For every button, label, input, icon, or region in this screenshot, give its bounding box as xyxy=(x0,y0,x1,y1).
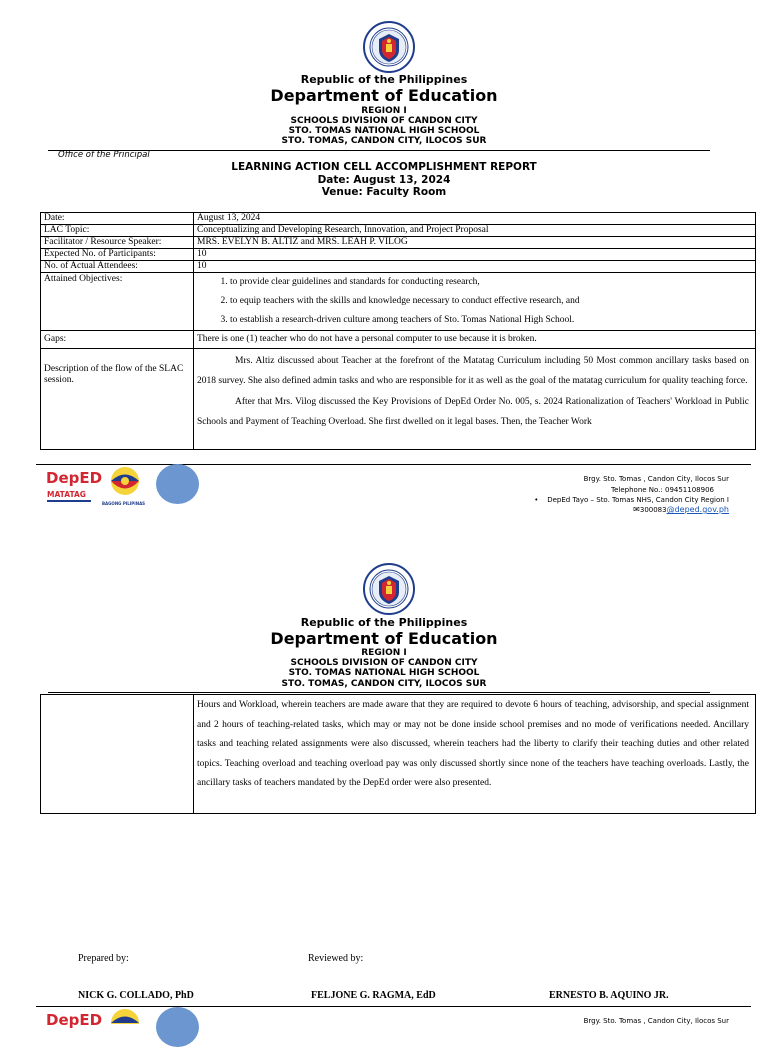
footer-divider xyxy=(36,1006,751,1007)
footer-address: Brgy. Sto. Tomas , Candon City, Ilocos Sur xyxy=(583,1017,729,1025)
table-row xyxy=(41,273,756,331)
report-title: LEARNING ACTION CELL ACCOMPLISHMENT REPORT xyxy=(231,161,537,173)
actual-value: 10 xyxy=(194,261,756,273)
objectives-cell xyxy=(194,273,756,331)
footer-facebook xyxy=(440,495,729,506)
table-row xyxy=(41,249,756,261)
objectives-list xyxy=(197,273,752,330)
matatag-underline xyxy=(47,500,91,502)
facilitator-value: MRS. EVELYN B. ALTIZ and MRS. LEAH P. VILOG xyxy=(194,237,756,249)
continuation-cell xyxy=(194,695,756,814)
department-heading: Department of Education xyxy=(270,86,498,105)
expected-label: Expected No. of Participants: xyxy=(41,249,194,261)
division-text: SCHOOLS DIVISION OF CANDON CITY xyxy=(290,116,478,126)
division-text: SCHOOLS DIVISION OF CANDON CITY xyxy=(290,658,478,668)
gaps-value: There is one (1) teacher who do not have a personal computer to use because it is broken. xyxy=(194,331,756,349)
blue-circle-logo xyxy=(156,1007,199,1047)
deped-seal-icon xyxy=(362,20,416,74)
blue-circle-logo xyxy=(156,464,199,504)
objective-item: 2. to equip teachers with the skills and knowledge necessary to conduct effective research, and xyxy=(230,292,752,311)
reviewed-by-label: Reviewed by: xyxy=(308,953,364,964)
deped-seal-icon xyxy=(362,562,416,616)
date-value: August 13, 2024 xyxy=(194,213,756,225)
deped-logo xyxy=(46,1011,102,1029)
matatag-label: MATATAG xyxy=(47,490,86,499)
signatory-name: NICK G. COLLADO, PhD xyxy=(78,990,194,1001)
republic-heading: Republic of the Philippines xyxy=(300,616,468,629)
gaps-label: Gaps: xyxy=(41,331,194,349)
email-icon: ✉ xyxy=(633,505,640,514)
table-row xyxy=(41,331,756,349)
signatory-name: FELJONE G. RAGMA, EdD xyxy=(311,990,436,1001)
footer-telephone: Telephone No.: 09451108906 xyxy=(611,486,714,494)
continuation-label-cell xyxy=(41,695,194,814)
table-row xyxy=(41,213,756,225)
facilitator-label: Facilitator / Resource Speaker: xyxy=(41,237,194,249)
footer-email xyxy=(440,505,729,516)
description-label: Description of the flow of the SLAC session. xyxy=(41,349,194,450)
school-text: STO. TOMAS NATIONAL HIGH SCHOOL xyxy=(288,668,480,678)
email-link[interactable]: @deped.gov.ph xyxy=(666,505,729,514)
description-cell xyxy=(194,349,756,450)
footer-address: Brgy. Sto. Tomas , Candon City, Ilocos Sur xyxy=(583,475,729,483)
table-row xyxy=(41,261,756,273)
signatory-name: ERNESTO B. AQUINO JR. xyxy=(549,990,669,1001)
topic-label: LAC Topic: xyxy=(41,225,194,237)
bagong-pilipinas-label: BAGONG PILIPINAS xyxy=(102,501,146,506)
office-label: Office of the Principal xyxy=(58,150,150,160)
continuation-table xyxy=(40,694,756,814)
header-divider xyxy=(48,692,710,693)
deped-logo-text: DepED xyxy=(46,1011,103,1029)
deped-logo-text: DepED xyxy=(46,469,103,487)
region-text: REGION I xyxy=(361,106,407,116)
bullet-icon: • xyxy=(534,496,548,504)
objective-item: 1. to provide clear guidelines and standards for conducting research, xyxy=(230,273,752,292)
description-paragraph: Mrs. Altiz discussed about Teacher at the forefront of the Matatag Curriculum including 50 Most common ancillary tasks based on 2018 survey. She also defined admin tasks and who are responsible for it as well as the goal of the matatag curriculum for quality teaching force. xyxy=(197,356,749,386)
table-row xyxy=(41,237,756,249)
report-venue: Venue: Faculty Room xyxy=(321,186,447,198)
table-row xyxy=(41,349,756,450)
actual-label: No. of Actual Attendees: xyxy=(41,261,194,273)
report-date: Date: August 13, 2024 xyxy=(317,174,451,186)
topic-value: Conceptualizing and Developing Research, Innovation, and Project Proposal xyxy=(194,225,756,237)
department-heading: Department of Education xyxy=(270,629,498,648)
description-paragraph: After that Mrs. Vilog discussed the Key Provisions of DepEd Order No. 005, s. 2024 Rationalization of Teachers' Workload in Public Schools and Payment of Teaching Overload. She first dwelled on it legal bases. Then, the Teacher Work xyxy=(197,397,749,427)
objectives-label: Attained Objectives: xyxy=(41,273,194,331)
email-prefix: 300083 xyxy=(639,506,667,514)
table-row xyxy=(41,225,756,237)
address-text: STO. TOMAS, CANDON CITY, ILOCOS SUR xyxy=(281,679,487,689)
address-text: STO. TOMAS, CANDON CITY, ILOCOS SUR xyxy=(281,136,487,146)
republic-heading: Republic of the Philippines xyxy=(300,73,468,86)
expected-value: 10 xyxy=(194,249,756,261)
bagong-pilipinas-logo-icon xyxy=(104,1008,146,1024)
footer-divider xyxy=(36,464,751,465)
footer-facebook-text: DepEd Tayo – Sto. Tomas NHS, Candon City Region I xyxy=(547,496,729,504)
objective-item: 3. to establish a research-driven culture among teachers of Sto. Tomas National High School. xyxy=(230,311,752,330)
prepared-by-label: Prepared by: xyxy=(78,953,129,964)
continuation-paragraph: Hours and Workload, wherein teachers are made aware that they are required to devote 6 hours of teaching, advisorship, and special assignment and 2 hours of teaching-related tasks, which may or may not be done inside school premises and no mode of verifications needed. Ancillary tasks and teaching related assignments were also discussed, wherein teachers had the liberty to clarify their teaching duties and other related topics. Teaching overload and teaching overload pay was only discussed shortly since none of the teachers have teaching overloads. Lastly, the ancillary tasks of teachers mandated by the DepEd order were also presented. xyxy=(197,700,749,788)
bagong-pilipinas-logo-icon xyxy=(104,466,146,500)
region-text: REGION I xyxy=(361,648,407,658)
school-text: STO. TOMAS NATIONAL HIGH SCHOOL xyxy=(288,126,480,136)
date-label: Date: xyxy=(41,213,194,225)
lac-report-table xyxy=(40,212,756,450)
deped-logo xyxy=(46,469,102,487)
table-row xyxy=(41,695,756,814)
